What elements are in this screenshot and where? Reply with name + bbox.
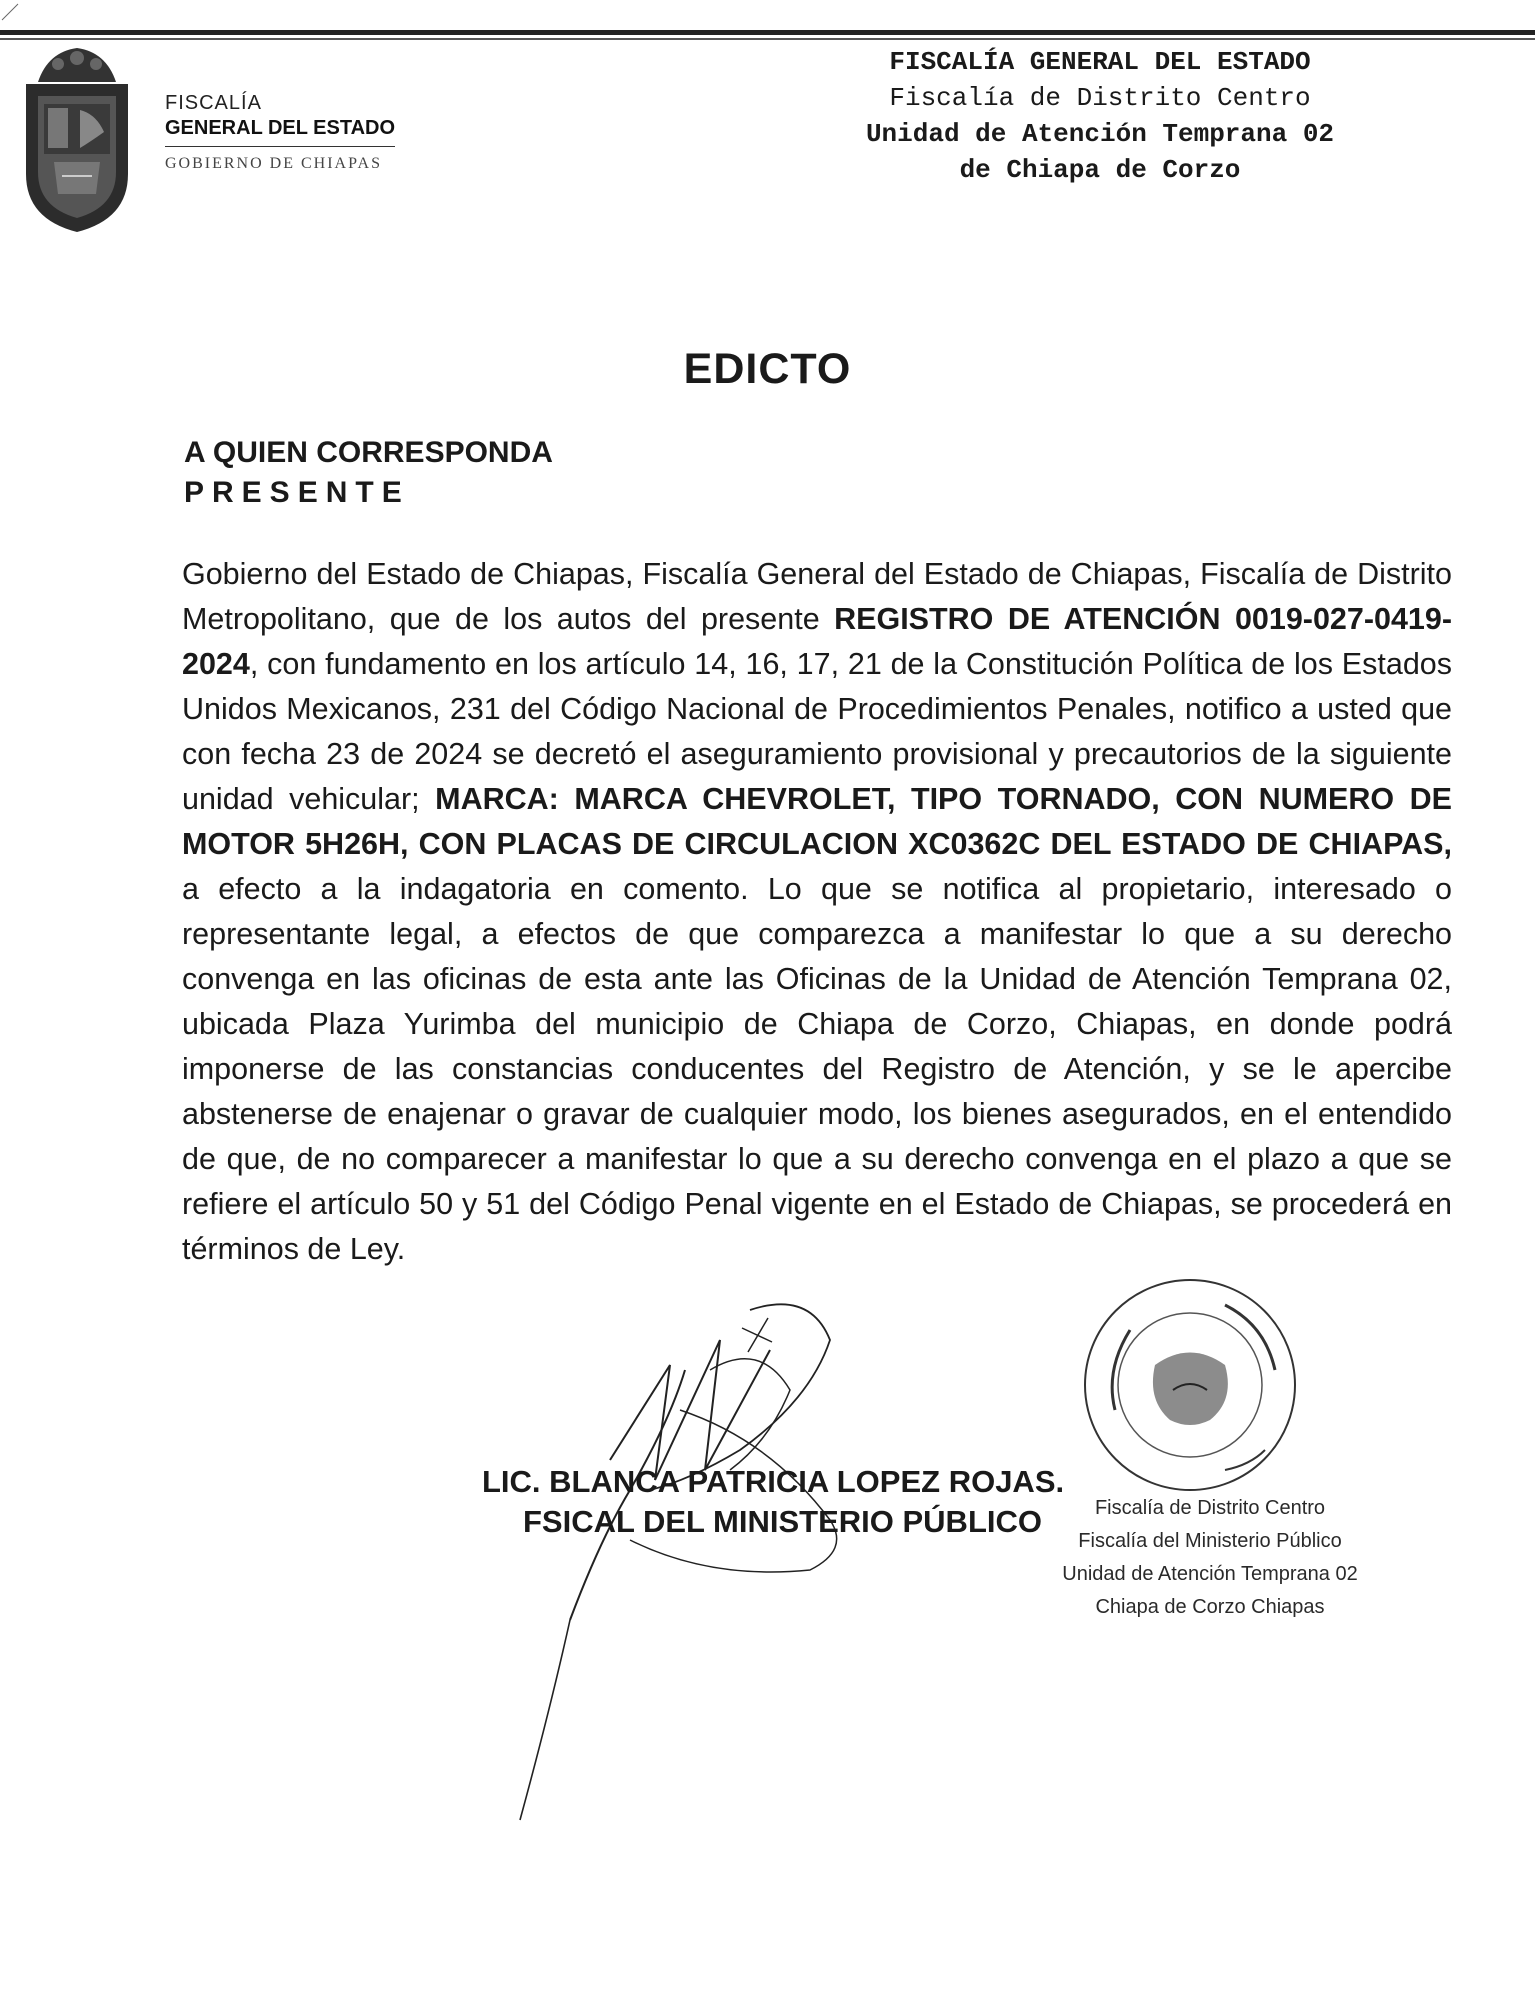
stamp-line-1: Fiscalía de Distrito Centro [1094, 1497, 1326, 1519]
notice-body [182, 552, 1452, 1272]
signatory-name: LIC. BLANCA PATRICIA LOPEZ ROJAS. [482, 1464, 1065, 1499]
logo-line-gobierno: GOBIERNO DE CHIAPAS [165, 155, 382, 172]
body-text-2: , con fundamento en los artículo 14, 16, 17, 21 de la Constitución Política de los Estados Unidos Mexicanos, 231 del Código Nacional de Procedimientos Penales, notifico a usted que con fecha 23 de 2024 se decretó el aseguramiento provisional y precautorios de la siguiente unidad vehicular; [182, 647, 1452, 816]
logo-line-general: GENERAL DEL ESTADO [165, 117, 395, 147]
header-rule [0, 30, 1535, 35]
body-text-3: a efecto a la indagatoria en comento. Lo que se notifica al propietario, interesado o representante legal, a efectos de que comparezca a manifestar lo que a su derecho convenga en las oficinas de esta ante las Oficinas de la Unidad de Atención Temprana 02, ubicada Plaza Yurimba del municipio de Chiapa de Corzo, Chiapas, en donde podrá imponerse de las constancias conducentes del Registro de Atención, y se le apercibe abstenerse de enajenar o gravar de cualquier modo, los bienes asegurados, en el entendido de que, de no comparecer a manifestar lo que a su derecho convenga en el plazo a que se refiere el artículo 50 y 51 del Código Penal vigente en el Estado de Chiapas, se procederá en términos de Ley. [182, 872, 1452, 1266]
stamp-line-4: Chiapa de Corzo Chiapas [1095, 1596, 1325, 1618]
chiapas-crest-icon [18, 44, 136, 234]
stamp-line-2: Fiscalía del Ministerio Público [1078, 1530, 1342, 1552]
office-line-3: Unidad de Atención Temprana 02 [865, 119, 1335, 149]
official-seal [1075, 1270, 1305, 1500]
office-line-2: Fiscalía de Distrito Centro [889, 83, 1311, 113]
office-stamp [1010, 1492, 1410, 1624]
stamp-line-3: Unidad de Atención Temprana 02 [1062, 1563, 1358, 1585]
handwritten-signature [510, 1280, 1070, 1840]
registry-number: REGISTRO DE ATENCIÓN 0019-027-0419-2024 [182, 602, 1453, 681]
vehicle-description: MARCA: MARCA CHEVROLET, TIPO TORNADO, CON NUMERO DE MOTOR 5H26H, CON PLACAS DE CIRCULACION XC0362C DEL ESTADO DE CHIAPAS, [182, 782, 1453, 861]
body-text-1: Gobierno del Estado de Chiapas, Fiscalía General del Estado de Chiapas, Fiscalía de Distrito Metropolitano, que de los autos del presente [182, 557, 1452, 636]
logo-line-fiscalia: FISCALÍA [165, 92, 262, 114]
document-title: EDICTO [683, 345, 852, 393]
salutation-line-1: A QUIEN CORRESPONDA [184, 436, 553, 469]
salutation [184, 433, 553, 513]
issuing-office-header [740, 44, 1460, 188]
signatory-title: FSICAL DEL MINISTERIO PÚBLICO [523, 1504, 1042, 1539]
office-line-1: FISCALÍA GENERAL DEL ESTADO [889, 47, 1311, 77]
institution-logo-text [165, 92, 395, 173]
header-rule-thin [0, 38, 1535, 40]
salutation-line-2: PRESENTE [184, 476, 410, 509]
office-line-4: de Chiapa de Corzo [959, 155, 1241, 185]
